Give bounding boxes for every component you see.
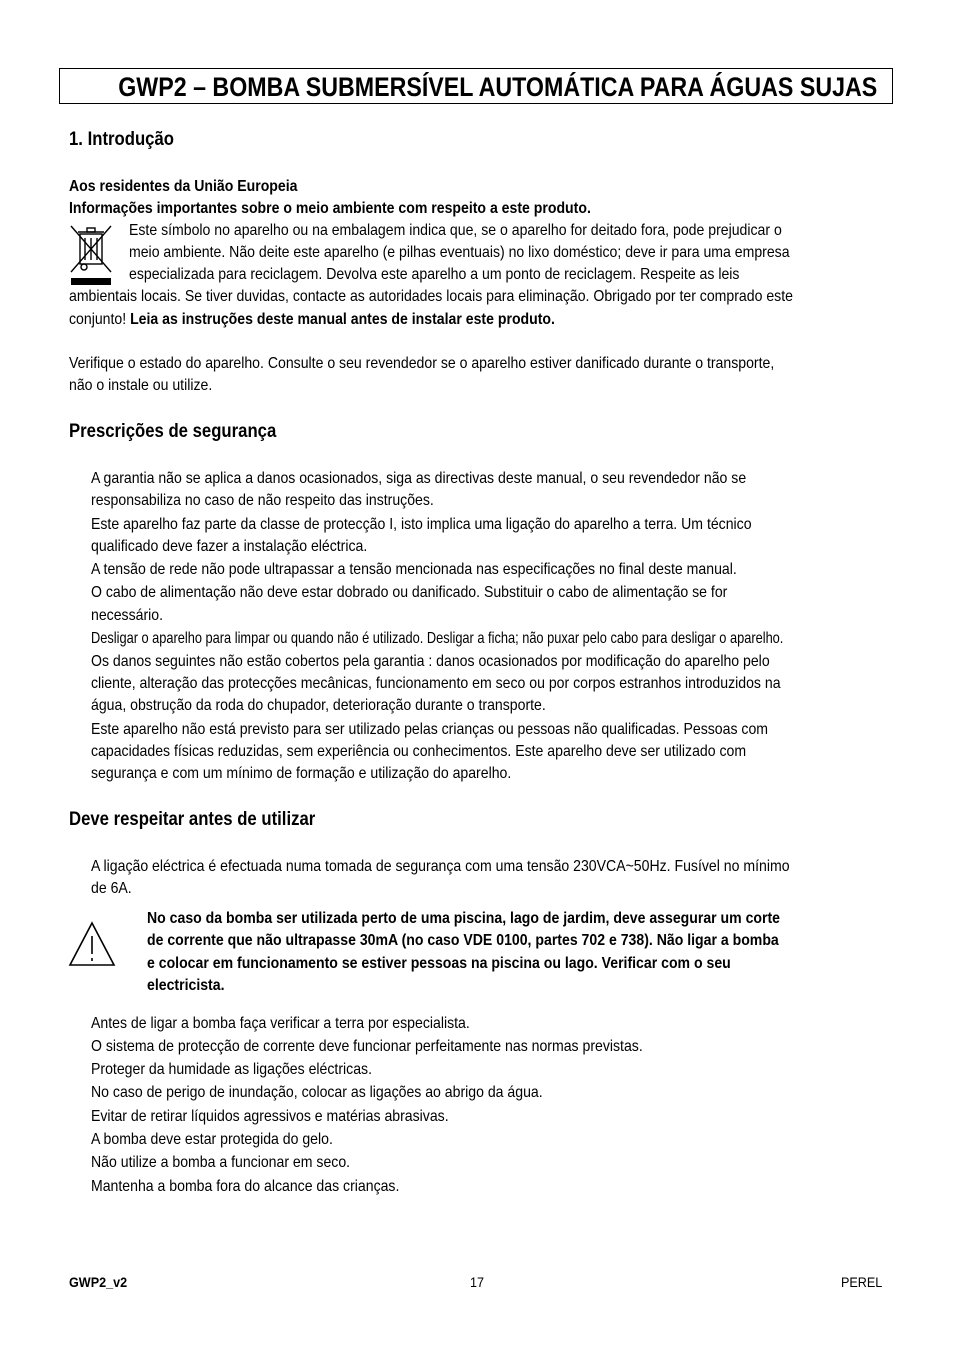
safety-line: água, obstrução da roda do chupador, deterioração durante o transporte. — [91, 697, 546, 714]
safety-line: segurança e com um mínimo de formação e utilização do aparelho. — [91, 765, 512, 782]
warning-line-1: No caso da bomba ser utilizada perto de uma piscina, lago de jardim, deve assegurar um corte — [147, 910, 781, 927]
document-title: GWP2 – BOMBA SUBMERSÍVEL AUTOMÁTICA PARA ÁGUAS SUJAS — [118, 72, 878, 102]
safety-line: Desligar o aparelho para limpar ou quando não é utilizado. Desligar a ficha; não puxar pelo cabo para desligar o aparelho. — [91, 630, 784, 647]
footer-brand: PEREL — [841, 1274, 883, 1290]
before-use-item: Não utilize a bomba a funcionar em seco. — [91, 1154, 351, 1171]
before-use-item: Antes de ligar a bomba faça verificar a terra por especialista. — [91, 1015, 470, 1032]
safety-line: A garantia não se aplica a danos ocasionados, siga as directivas deste manual, o seu revendedor não se — [91, 470, 747, 487]
safety-line: A tensão de rede não pode ultrapassar a tensão mencionada nas especificações no final deste manual. — [91, 561, 737, 578]
warning-triangle-icon — [68, 920, 116, 968]
section-heading-safety: Prescrições de segurança — [69, 421, 277, 442]
eu-text-line-3: especializada para reciclagem. Devolva este aparelho a um ponto de reciclagem. Respeite as leis — [129, 266, 740, 283]
before-use-intro-line-1: A ligação eléctrica é efectuada numa tomada de segurança com uma tensão 230VCA~50Hz. Fusível no mínimo — [91, 858, 790, 875]
before-use-item: O sistema de protecção de corrente deve funcionar perfeitamente nas normas previstas. — [91, 1038, 643, 1055]
safety-line: Este aparelho não está previsto para ser utilizado pelas crianças ou pessoas não qualificadas. Pessoas com — [91, 721, 769, 738]
eu-text-line-2: meio ambiente. Não deite este aparelho (e pilhas eventuais) no lixo doméstico; deve ir para uma empresa — [129, 244, 790, 261]
safety-line: capacidades físicas reduzidas, sem experiência ou conhecimentos. Este aparelho deve ser utilizado com — [91, 743, 747, 760]
before-use-item: Evitar de retirar líquidos agressivos e matérias abrasivas. — [91, 1108, 449, 1125]
eu-text-normal: conjunto! — [69, 311, 131, 328]
eu-heading: Aos residentes da União Europeia — [69, 178, 298, 195]
safety-line: cliente, alteração das protecções mecânicas, funcionamento em seco ou por corpos estranhos introduzidos na — [91, 675, 781, 692]
eu-text-line-5 — [69, 310, 555, 330]
before-use-item: Mantenha a bomba fora do alcance das crianças. — [91, 1178, 400, 1195]
before-use-item: No caso de perigo de inundação, colocar as ligações ao abrigo da água. — [91, 1084, 543, 1101]
section-heading-before-use: Deve respeitar antes de utilizar — [69, 809, 316, 830]
footer-doc-id: GWP2_v2 — [69, 1274, 128, 1290]
check-line-1: Verifique o estado do aparelho. Consulte o seu revendedor se o aparelho estiver danificado durante o transporte, — [69, 355, 775, 372]
before-use-item: A bomba deve estar protegida do gelo. — [91, 1131, 333, 1148]
eu-text-bold: Leia as instruções deste manual antes de instalar este produto. — [130, 311, 555, 328]
title-box — [59, 68, 893, 104]
safety-line: necessário. — [91, 607, 164, 624]
eu-text-line-1: Este símbolo no aparelho ou na embalagem indica que, se o aparelho for deitado fora, pode prejudicar o — [129, 222, 782, 239]
crossed-out-bin-icon — [69, 222, 113, 286]
safety-line: responsabiliza no caso de não respeito das instruções. — [91, 492, 434, 509]
before-use-intro-line-2: de 6A. — [91, 880, 132, 897]
safety-line: O cabo de alimentação não deve estar dobrado ou danificado. Substituir o cabo de alimentação se for — [91, 584, 728, 601]
before-use-item: Proteger da humidade as ligações eléctricas. — [91, 1061, 372, 1078]
eu-text-line-4: ambientais locais. Se tiver duvidas, contacte as autoridades locais para eliminação. Obrigado por ter comprado este — [69, 288, 793, 305]
warning-line-3: e colocar em funcionamento se estiver pessoas na piscina ou lago. Verificar com o seu — [147, 955, 731, 972]
warning-line-2: de corrente que não ultrapasse 30mA (no caso VDE 0100, partes 702 e 738). Não ligar a bomba — [147, 932, 779, 949]
eu-subheading: Informações importantes sobre o meio ambiente com respeito a este produto. — [69, 200, 591, 217]
footer-page-number: 17 — [470, 1274, 485, 1290]
check-line-2: não o instale ou utilize. — [69, 377, 213, 394]
warning-line-4: electricista. — [147, 977, 225, 994]
section-heading-introduction: 1. Introdução — [69, 129, 174, 150]
safety-line: Os danos seguintes não estão cobertos pela garantia : danos ocasionados por modificação do aparelho pelo — [91, 653, 770, 670]
safety-line: qualificado deve fazer a instalação eléctrica. — [91, 538, 368, 555]
safety-line: Este aparelho faz parte da classe de protecção I, isto implica uma ligação do aparelho a terra. Um técnico — [91, 516, 752, 533]
